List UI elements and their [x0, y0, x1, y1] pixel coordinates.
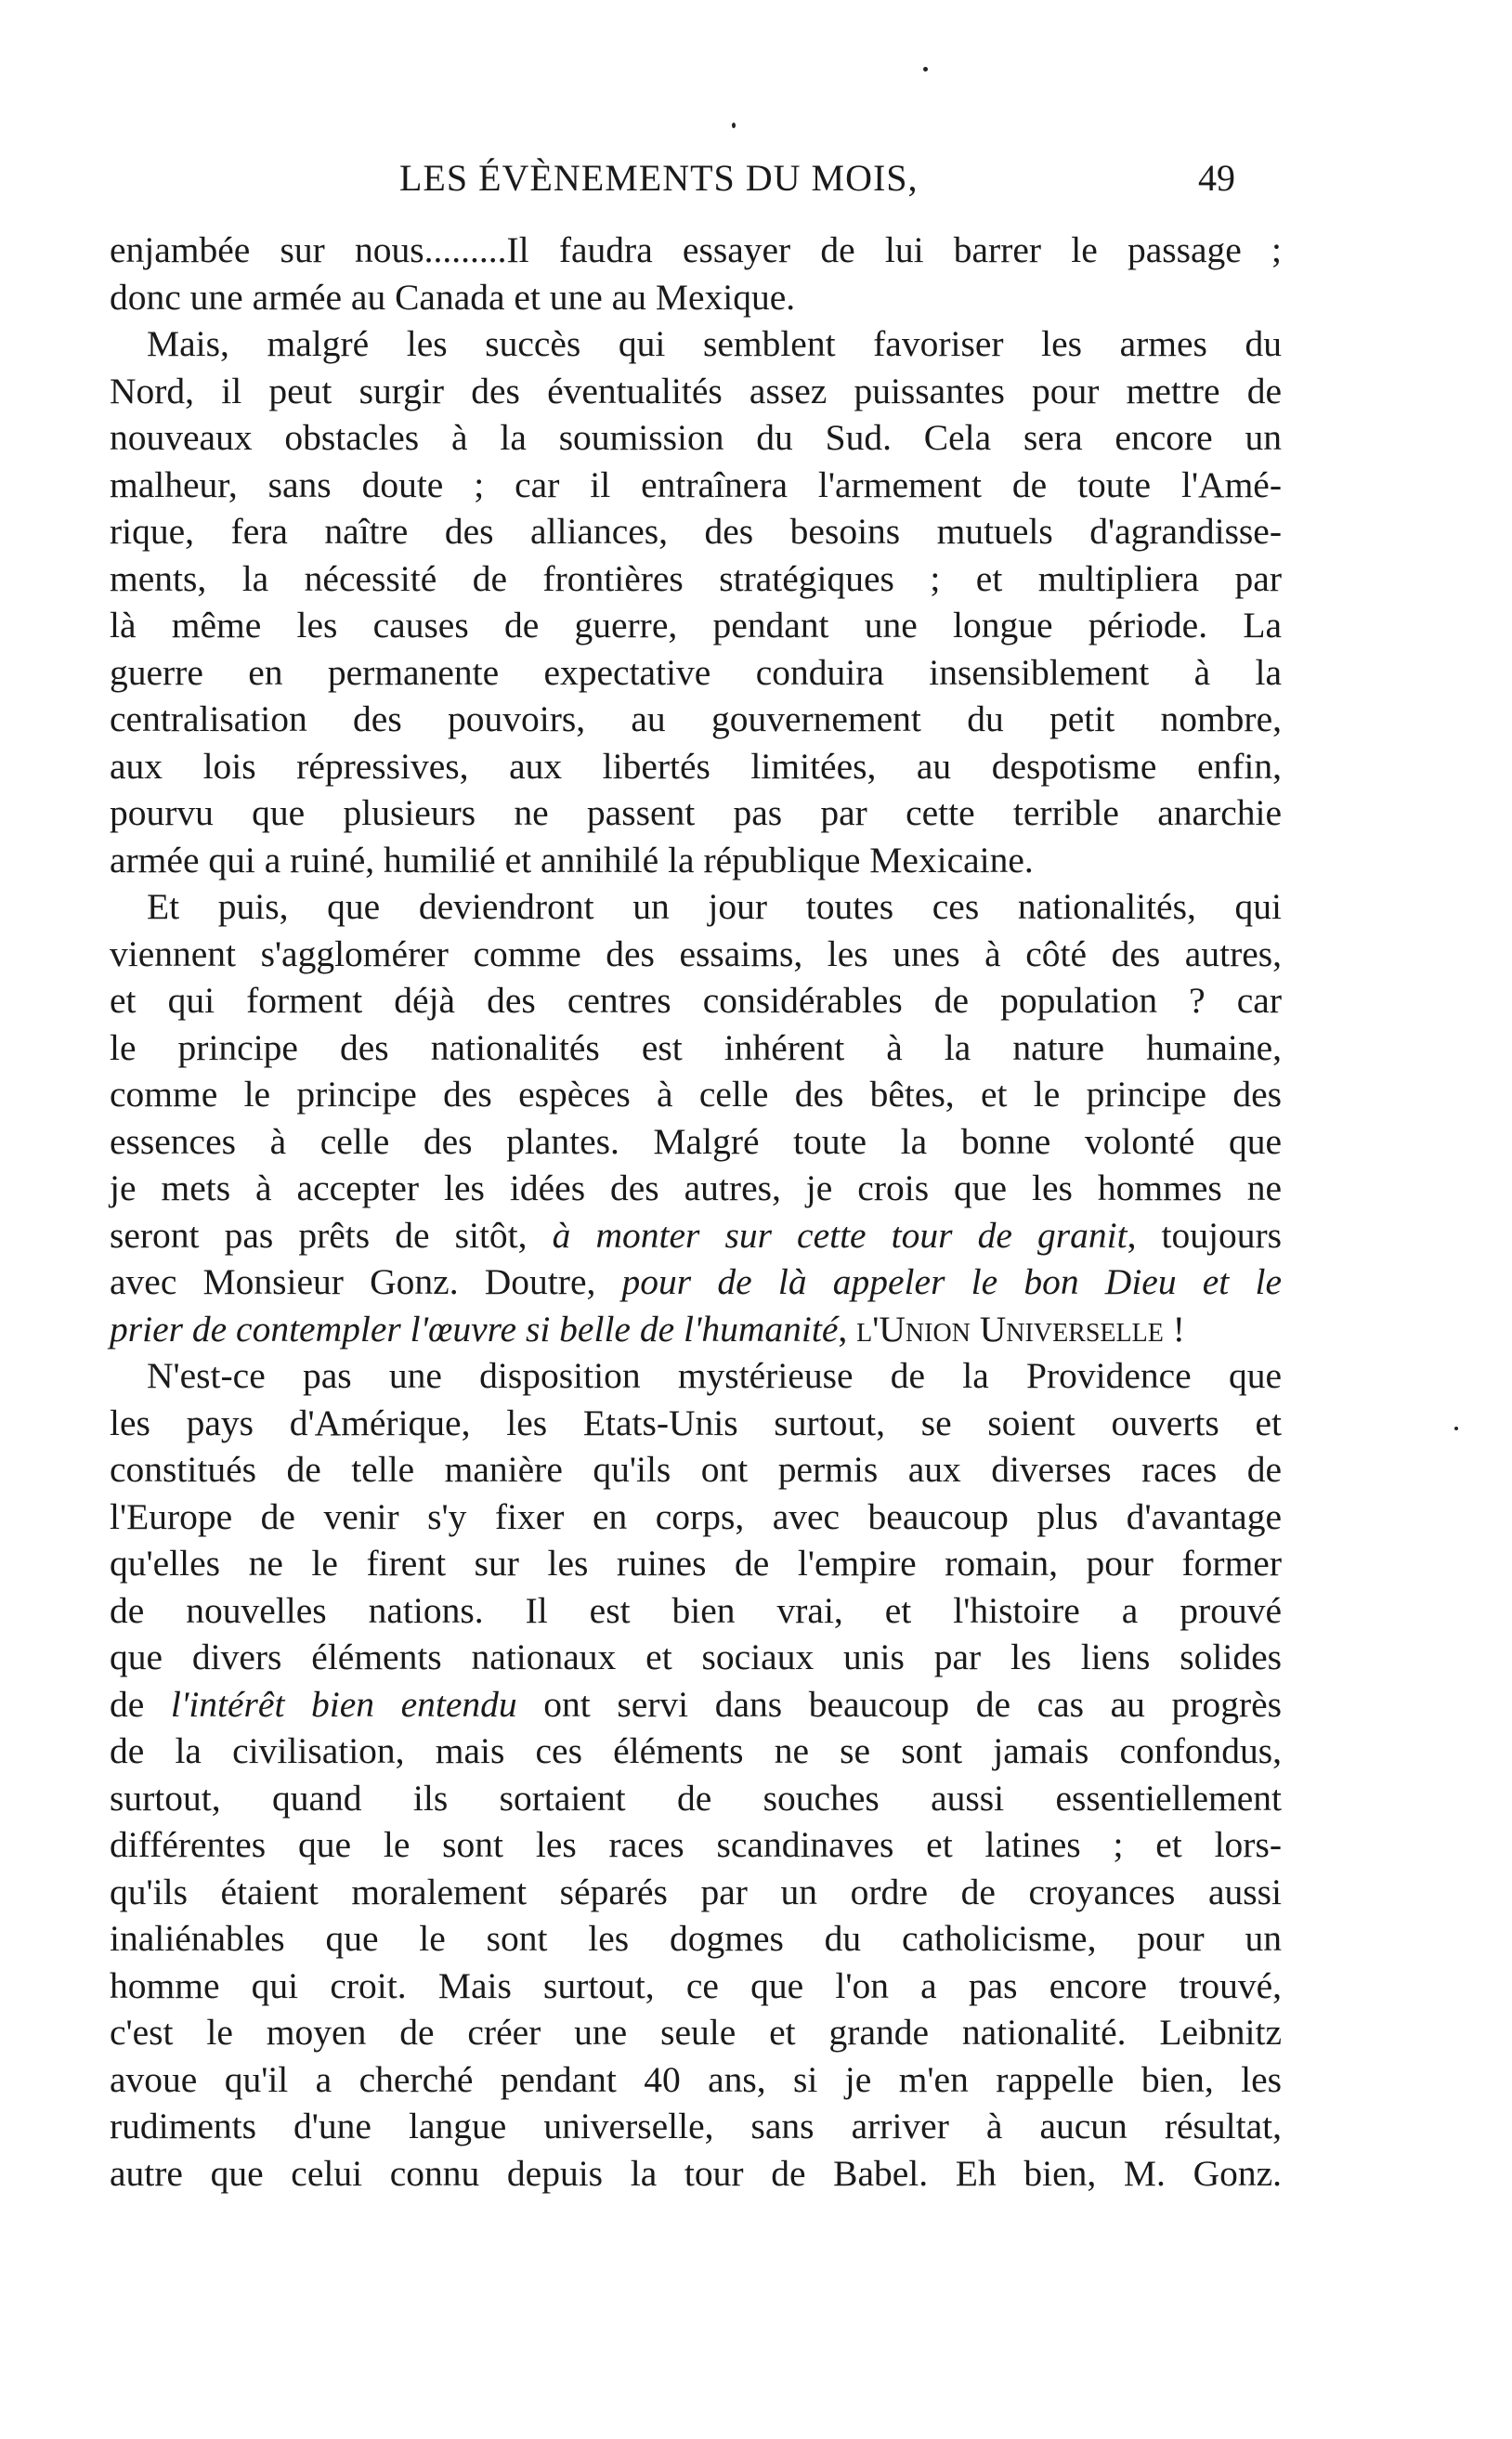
text-line: Nord, il peut surgir des éventualités assez puissantes pour mettre de: [110, 370, 1282, 411]
text-line: inaliénables que le sont les dogmes du catholicisme, pour un: [110, 1918, 1282, 1959]
paragraph: [110, 227, 1282, 320]
italic-run: à monter sur cette tour de granit: [552, 1214, 1127, 1256]
text-line: malheur, sans doute ; car il entraînera l'armement de toute l'Amé-: [110, 463, 1282, 505]
text-run: de: [110, 1683, 171, 1725]
text-line: différentes que le sont les races scandinaves et latines ; et lors-: [110, 1824, 1282, 1865]
text-line: de la civilisation, mais ces éléments ne se sont jamais confondus,: [110, 1730, 1282, 1771]
text-line: ments, la nécessité de frontières stratégiques ; et multipliera par: [110, 557, 1282, 599]
text-line: les pays d'Amérique, les Etats-Unis surtout, se soient ouverts et: [110, 1402, 1282, 1443]
paragraph: [110, 320, 1282, 883]
text-line: là même les causes de guerre, pendant une longue période. La: [110, 605, 1282, 646]
text-line: Mais, malgré les succès qui semblent favoriser les armes du: [147, 323, 1282, 364]
text-line: donc une armée au Canada et une au Mexique.: [110, 276, 796, 318]
text-line: et qui forment déjà des centres considérables de population ? car: [110, 980, 1282, 1021]
text-line: pourvu que plusieurs ne passent pas par cette terrible anarchie: [110, 792, 1282, 833]
italic-run: l'intérêt bien entendu: [170, 1683, 517, 1725]
text-line: Et puis, que deviendront un jour toutes ces nationalités, qui: [147, 886, 1282, 927]
print-speck: [732, 123, 736, 128]
paragraph: [110, 1352, 1282, 2197]
text-line: c'est le moyen de créer une seule et grande nationalité. Leibnitz: [110, 2012, 1282, 2053]
text-line: N'est-ce pas une disposition mystérieuse de la Providence que: [147, 1355, 1282, 1396]
page-number: 49: [1198, 157, 1235, 199]
text-run: avec Monsieur Gonz. Doutre,: [110, 1261, 622, 1302]
text-run: ont servi dans beaucoup de cas au progrès: [516, 1683, 1282, 1725]
text-line: qu'ils étaient moralement séparés par un ordre de croyances aussi: [110, 1871, 1282, 1912]
text-line: comme le principe des espèces à celle des bêtes, et le principe des: [110, 1074, 1282, 1115]
text-line: armée qui a ruiné, humilié et annihilé la république Mexicaine.: [110, 839, 1034, 880]
text-line: rique, fera naître des alliances, des besoins mutuels d'agrandisse-: [110, 511, 1282, 552]
print-speck: [923, 67, 928, 72]
body-text: [110, 227, 1282, 2197]
text-line: homme qui croit. Mais surtout, ce que l'on a pas encore trouvé,: [110, 1964, 1282, 2006]
text-line: constitués de telle manière qu'ils ont permis aux diverses races de: [110, 1449, 1282, 1490]
text-line: autre que celui connu depuis la tour de Babel. Eh bien, M. Gonz.: [110, 2152, 1282, 2194]
text-line: je mets à accepter les idées des autres, je crois que les hommes ne: [110, 1167, 1282, 1208]
text-line: [110, 1681, 1282, 1728]
print-speck: [1454, 1427, 1458, 1430]
text-run: , toujours: [1127, 1214, 1283, 1256]
text-line: rudiments d'une langue universelle, sans arriver à aucun résultat,: [110, 2106, 1282, 2146]
text-line: [110, 1259, 1282, 1306]
text-line: que divers éléments nationaux et sociaux unis par les liens solides: [110, 1637, 1282, 1677]
text-line: le principe des nationalités est inhérent à la nature humaine,: [110, 1026, 1282, 1068]
text-line: surtout, quand ils sortaient de souches aussi essentiellement: [110, 1777, 1282, 1819]
paragraph: [110, 883, 1282, 1352]
text-line: viennent s'agglomérer comme des essaims, les unes à côté des autres,: [110, 933, 1282, 974]
text-run: seront pas prêts de sitôt,: [110, 1214, 553, 1256]
text-line: [110, 1212, 1282, 1259]
text-line: de nouvelles nations. Il est bien vrai, et l'histoire a prouvé: [110, 1589, 1282, 1631]
text-line: nouveaux obstacles à la soumission du Sud. Cela sera encore un: [110, 417, 1282, 458]
text-line: l'Europe de venir s'y fixer en corps, avec beaucoup plus d'avantage: [110, 1495, 1282, 1537]
text-line: aux lois répressives, aux libertés limitées, au despotisme enfin,: [110, 745, 1282, 787]
text-line: [110, 1306, 1282, 1353]
italic-run: pour de là appeler le bon Dieu et le: [621, 1261, 1282, 1302]
italic-run: prier de contempler l'œuvre si belle de l'humanité: [110, 1308, 839, 1350]
running-title: LES ÉVÈNEMENTS DU MOIS,: [399, 157, 919, 199]
text-line: guerre en permanente expectative conduira insensiblement à la: [110, 651, 1282, 693]
text-run: ,: [838, 1308, 857, 1350]
page-header: [0, 156, 1512, 212]
text-line: enjambée sur nous.........Il faudra essayer de lui barrer le passage ;: [110, 229, 1282, 270]
text-line: centralisation des pouvoirs, au gouvernement du petit nombre,: [110, 698, 1282, 739]
text-line: essences à celle des plantes. Malgré toute la bonne volonté que: [110, 1120, 1282, 1162]
text-line: qu'elles ne le firent sur les ruines de l'empire romain, pour former: [110, 1543, 1282, 1584]
small-caps-run: l'Union Universelle !: [856, 1308, 1185, 1350]
text-line: avoue qu'il a cherché pendant 40 ans, si je m'en rappelle bien, les: [110, 2058, 1282, 2100]
